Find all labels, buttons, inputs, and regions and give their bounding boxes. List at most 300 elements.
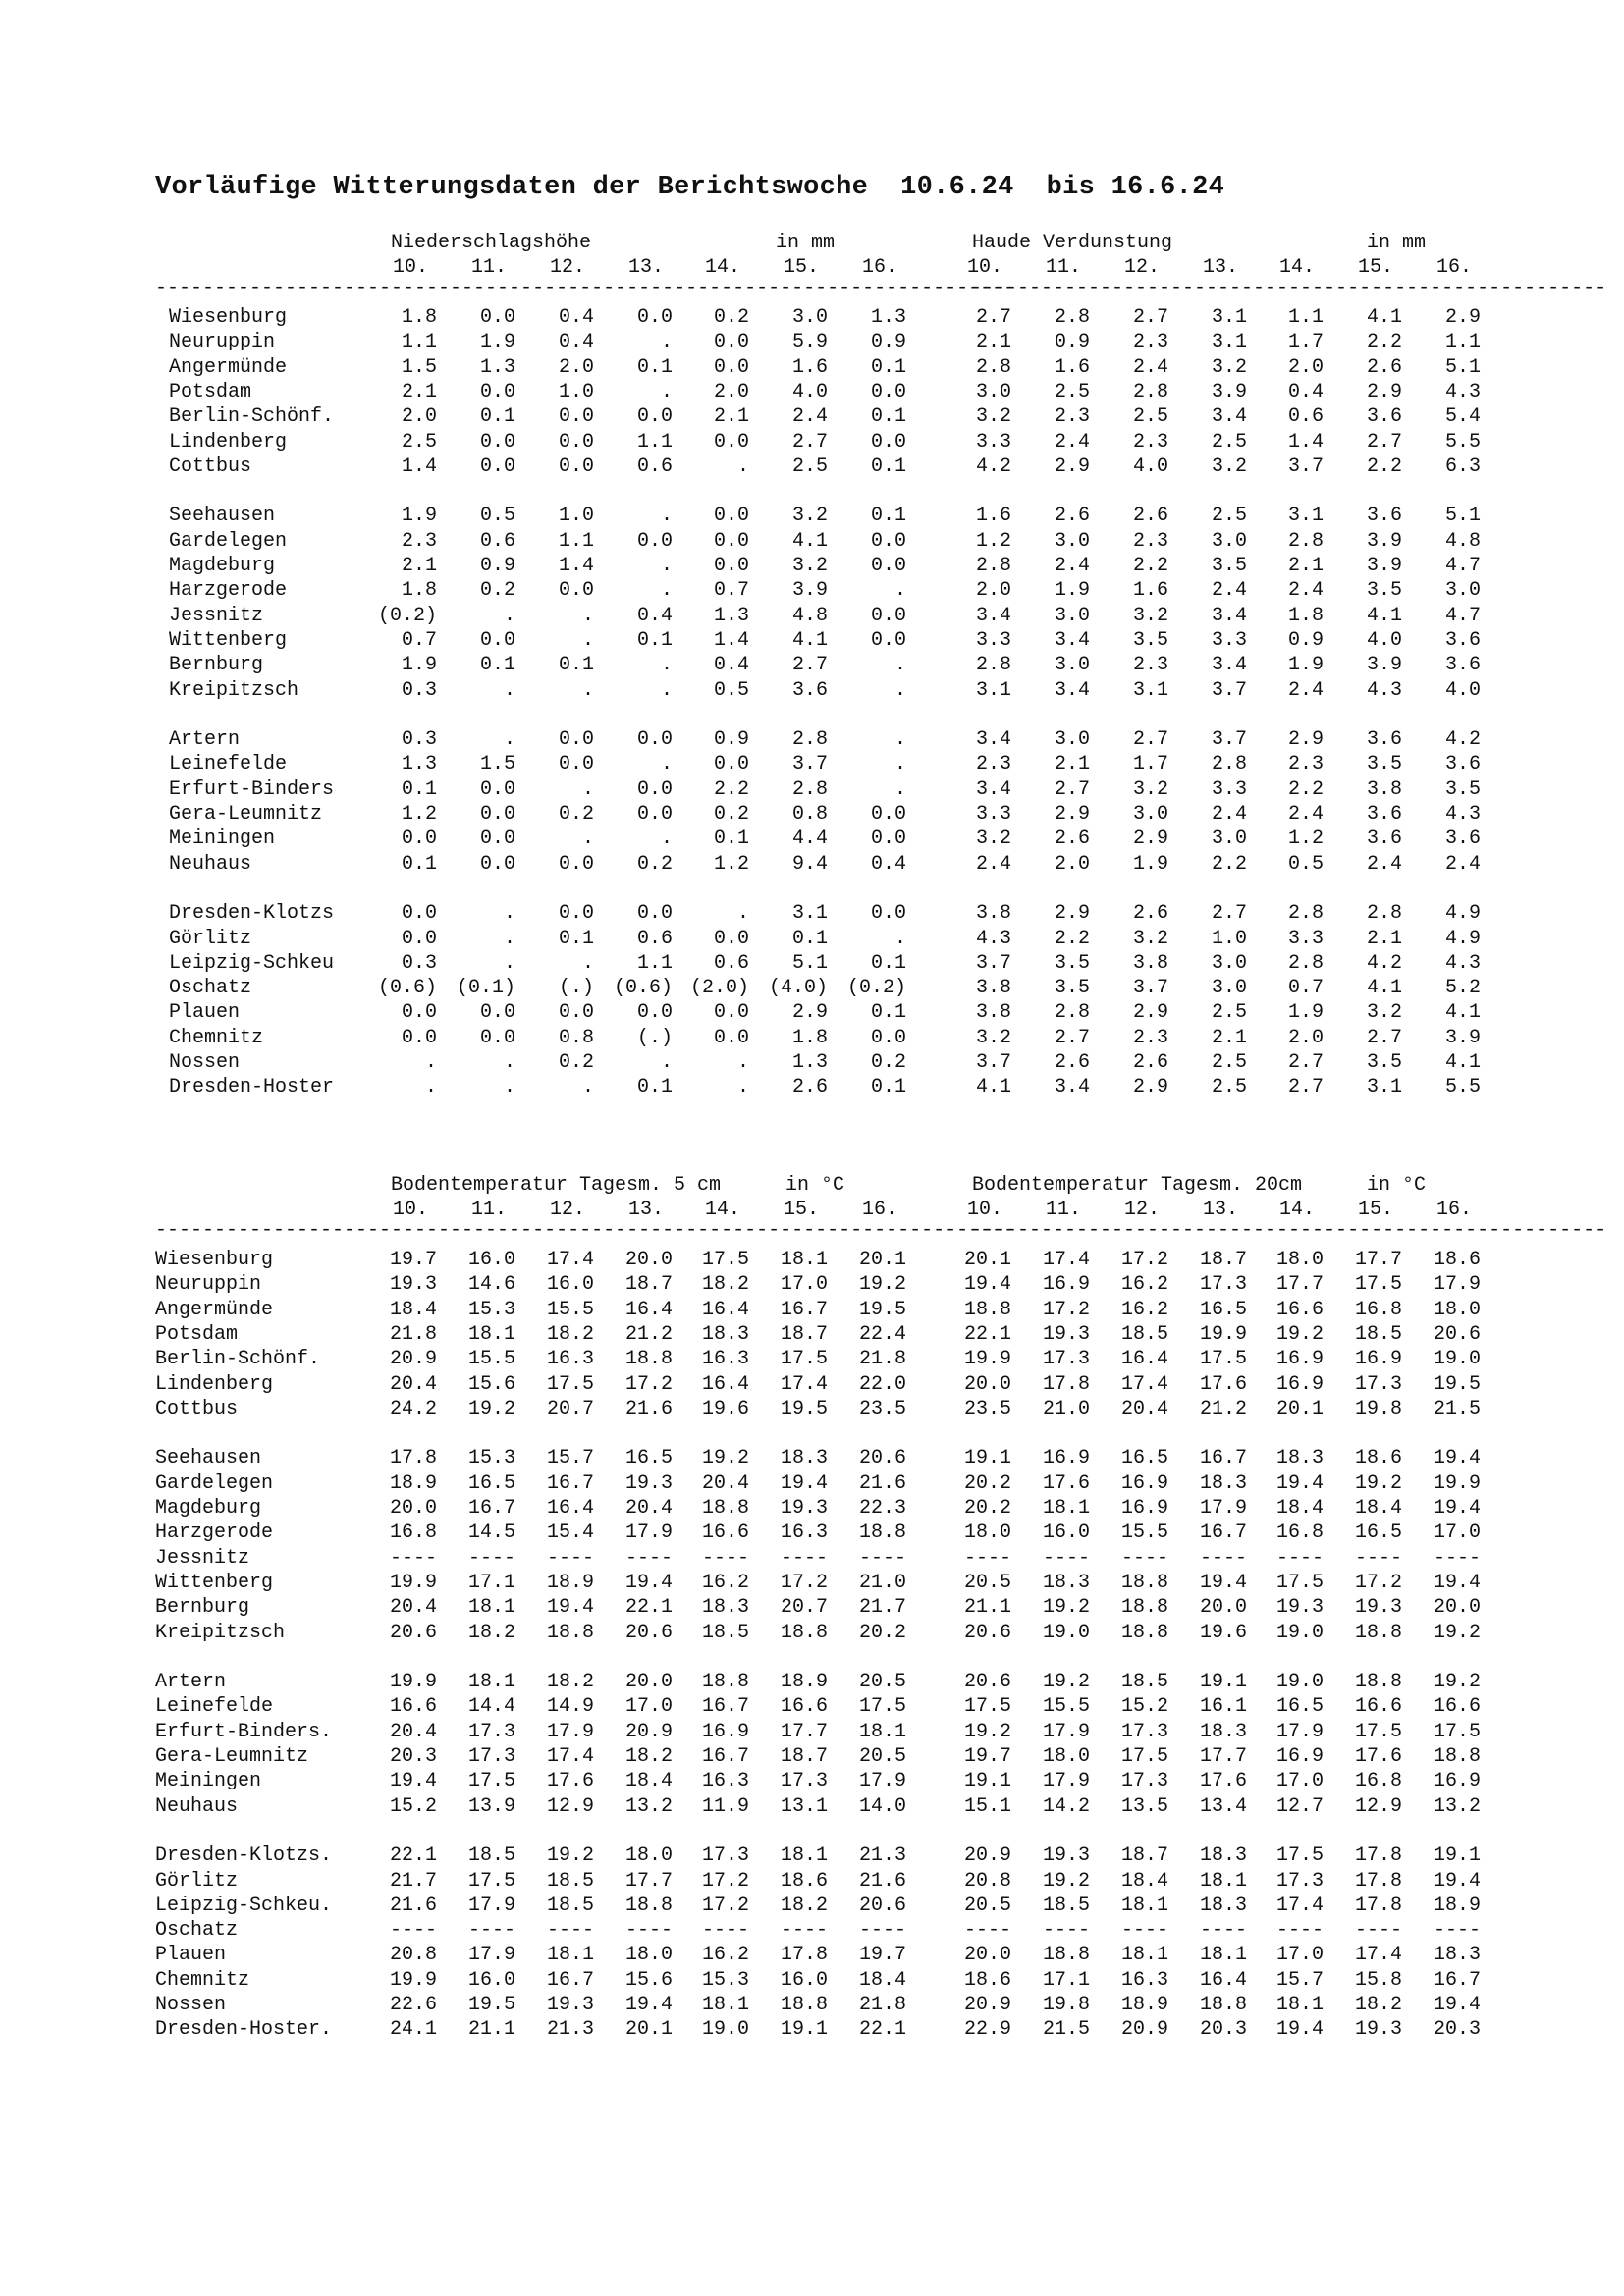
right-value: 1.4 xyxy=(1287,430,1324,454)
right-value: 2.8 xyxy=(975,555,1011,577)
left-value: (0.1) xyxy=(456,977,515,1000)
right-value: 3.6 xyxy=(1444,753,1481,776)
divider: ------------------------------------------------------------------------- xyxy=(155,1225,1016,1237)
day-header: 14. xyxy=(1279,1199,1316,1221)
left-value: 17.9 xyxy=(858,1770,906,1793)
right-value: 17.9 xyxy=(1199,1497,1247,1520)
left-value: 0.0 xyxy=(870,628,906,652)
left-value: . xyxy=(581,1076,594,1099)
right-value: 2.1 xyxy=(1366,927,1402,950)
left-value: . xyxy=(660,654,673,677)
station-name: Kreipitzsch xyxy=(169,678,299,702)
left-value: 0.0 xyxy=(713,355,749,379)
right-value: ---- xyxy=(1199,1919,1247,1943)
right-value: 16.2 xyxy=(1120,1273,1168,1297)
day-header: 13. xyxy=(628,1199,665,1221)
right-value: 3.8 xyxy=(975,902,1011,926)
right-value: 16.6 xyxy=(1275,1298,1324,1321)
right-value: 19.8 xyxy=(1042,1994,1090,2016)
right-value: 4.7 xyxy=(1444,604,1481,627)
right-value: 3.8 xyxy=(975,977,1011,1000)
left-value: 4.1 xyxy=(791,628,828,652)
right-value: 18.9 xyxy=(1433,1894,1481,1917)
left-value: 17.4 xyxy=(546,1745,594,1768)
station-name: Wiesenburg xyxy=(155,1249,274,1271)
left-value: 19.3 xyxy=(780,1497,828,1520)
left-value: 19.9 xyxy=(389,1671,437,1694)
right-value: 3.3 xyxy=(1211,777,1247,801)
left-value: 0.0 xyxy=(479,777,515,801)
left-value: 19.2 xyxy=(467,1397,515,1420)
left-value: 0.2 xyxy=(558,803,594,826)
right-value: 3.0 xyxy=(1211,951,1247,975)
station-name: Leinefelde xyxy=(169,753,288,776)
right-value: 16.7 xyxy=(1433,1968,1481,1992)
left-value: 0.0 xyxy=(636,405,673,429)
left-value: 18.7 xyxy=(780,1322,828,1346)
left-value: 18.1 xyxy=(780,1844,828,1868)
left-value: 0.1 xyxy=(791,927,828,950)
left-value: 18.2 xyxy=(467,1621,515,1644)
right-value: 2.8 xyxy=(1287,951,1324,975)
day-header: 12. xyxy=(550,1199,586,1221)
station-name: Neuhaus xyxy=(155,1794,239,1818)
station-name: Görlitz xyxy=(169,927,252,950)
left-value: 2.8 xyxy=(791,728,828,752)
right-value: 17.5 xyxy=(963,1695,1011,1719)
left-value: 0.0 xyxy=(713,1026,749,1049)
right-value: 21.5 xyxy=(1042,2018,1090,2042)
right-value: 16.5 xyxy=(1199,1298,1247,1321)
right-value: 2.8 xyxy=(1287,529,1324,553)
day-header: 10. xyxy=(393,256,429,279)
left-value: 20.6 xyxy=(858,1894,906,1917)
right-value: 20.6 xyxy=(963,1671,1011,1694)
left-value: 14.9 xyxy=(546,1695,594,1719)
right-value: 17.0 xyxy=(1275,1770,1324,1793)
right-value: 19.8 xyxy=(1354,1397,1402,1420)
right-value: 17.8 xyxy=(1354,1869,1402,1893)
right-value: 3.2 xyxy=(1366,1001,1402,1025)
left-value: 0.0 xyxy=(870,828,906,851)
right-value: 0.6 xyxy=(1287,405,1324,429)
left-value: 16.2 xyxy=(701,1944,749,1967)
right-value: 2.2 xyxy=(1287,777,1324,801)
left-value: 4.0 xyxy=(791,380,828,403)
left-value: 3.2 xyxy=(791,505,828,528)
right-value: 3.2 xyxy=(1211,355,1247,379)
left-value: 18.6 xyxy=(780,1869,828,1893)
left-value: 0.4 xyxy=(870,852,906,876)
right-value: 17.5 xyxy=(1354,1720,1402,1743)
left-value: 15.3 xyxy=(467,1447,515,1470)
station-name: Dresden-Klotzs xyxy=(169,902,335,926)
station-name: Bernburg xyxy=(155,1596,250,1620)
right-value: 19.1 xyxy=(963,1447,1011,1470)
left-value: 16.6 xyxy=(780,1695,828,1719)
right-value: 5.4 xyxy=(1444,405,1481,429)
right-value: 1.1 xyxy=(1287,306,1324,329)
left-value: 0.2 xyxy=(479,579,515,603)
right-value: 2.5 xyxy=(1211,1051,1247,1074)
right-value: 2.4 xyxy=(1366,852,1402,876)
right-value: 3.5 xyxy=(1366,1051,1402,1074)
right-value: 19.2 xyxy=(1042,1869,1090,1893)
right-value: 3.2 xyxy=(1132,604,1168,627)
left-value: 0.1 xyxy=(870,454,906,478)
station-name: Jessnitz xyxy=(169,604,264,627)
right-value: 17.8 xyxy=(1354,1844,1402,1868)
left-value: 18.2 xyxy=(546,1671,594,1694)
station-name: Meiningen xyxy=(155,1770,262,1793)
right-value: 4.0 xyxy=(1444,678,1481,702)
left-value: 2.3 xyxy=(401,529,437,553)
left-value: . xyxy=(893,579,906,603)
right-value: 18.8 xyxy=(1120,1571,1168,1594)
right-value: 17.2 xyxy=(1042,1298,1090,1321)
right-value: 20.5 xyxy=(963,1571,1011,1594)
left-value: 16.4 xyxy=(546,1497,594,1520)
right-value: 19.3 xyxy=(1042,1844,1090,1868)
left-value: 15.3 xyxy=(701,1968,749,1992)
right-value: 16.9 xyxy=(1042,1447,1090,1470)
divider: ------------------------------------------------------ xyxy=(970,283,1607,294)
right-value: 20.3 xyxy=(1199,2018,1247,2042)
right-value: 1.6 xyxy=(1054,355,1090,379)
right-value: ---- xyxy=(963,1546,1011,1570)
left-value: 0.0 xyxy=(401,927,437,950)
left-value: 19.4 xyxy=(389,1770,437,1793)
right-value: 3.0 xyxy=(1211,529,1247,553)
right-value: 19.4 xyxy=(1433,1994,1481,2016)
left-value: 1.9 xyxy=(479,331,515,354)
left-value: . xyxy=(581,628,594,652)
right-value: 22.9 xyxy=(963,2018,1011,2042)
left-value: 0.1 xyxy=(870,505,906,528)
left-value: 18.3 xyxy=(780,1447,828,1470)
right-value: 21.0 xyxy=(1042,1397,1090,1420)
right-value: 17.0 xyxy=(1275,1944,1324,1967)
left-value: 0.0 xyxy=(558,405,594,429)
right-value: 4.1 xyxy=(1444,1051,1481,1074)
right-value: 2.9 xyxy=(1132,1001,1168,1025)
right-value: 17.6 xyxy=(1199,1372,1247,1396)
right-value: 23.5 xyxy=(963,1397,1011,1420)
right-value: ---- xyxy=(1275,1919,1324,1943)
left-value: 20.9 xyxy=(624,1720,673,1743)
left-value: 21.3 xyxy=(546,2018,594,2042)
left-value: 17.5 xyxy=(546,1372,594,1396)
station-name: Harzgerode xyxy=(169,579,288,603)
right-value: 17.9 xyxy=(1042,1770,1090,1793)
right-value: 17.0 xyxy=(1433,1522,1481,1545)
left-value: 21.6 xyxy=(858,1869,906,1893)
day-header: 10. xyxy=(967,256,1003,279)
left-value: 3.6 xyxy=(791,678,828,702)
left-value: ---- xyxy=(780,1546,828,1570)
left-value: 18.4 xyxy=(389,1298,437,1321)
right-value: 3.0 xyxy=(1444,579,1481,603)
left-value: 19.2 xyxy=(546,1844,594,1868)
right-value: 2.1 xyxy=(975,331,1011,354)
right-value: 2.9 xyxy=(1132,1076,1168,1099)
right-value: 17.5 xyxy=(1275,1571,1324,1594)
divider: ------------------------------------------------------ xyxy=(970,1225,1607,1237)
left-value: 0.1 xyxy=(636,1076,673,1099)
right-value: 19.3 xyxy=(1354,1596,1402,1620)
left-value: 2.7 xyxy=(791,430,828,454)
left-value: 21.6 xyxy=(858,1471,906,1495)
right-value: 19.0 xyxy=(1433,1348,1481,1371)
right-value: 1.9 xyxy=(1132,852,1168,876)
right-value: 2.3 xyxy=(1287,753,1324,776)
left-value: 0.0 xyxy=(713,1001,749,1025)
right-value: 2.7 xyxy=(1366,1026,1402,1049)
station-name: Bernburg xyxy=(169,654,264,677)
left-value: 21.3 xyxy=(858,1844,906,1868)
left-value: . xyxy=(503,1051,515,1074)
right-value: 3.7 xyxy=(1287,454,1324,478)
left-value: 16.7 xyxy=(701,1745,749,1768)
left-value: . xyxy=(660,1051,673,1074)
station-name: Gera-Leumnitz xyxy=(155,1745,309,1768)
right-value: 2.4 xyxy=(1444,852,1481,876)
left-value: . xyxy=(660,555,673,577)
right-value: ---- xyxy=(1275,1546,1324,1570)
left-value: ---- xyxy=(546,1919,594,1943)
right-value: 18.3 xyxy=(1199,1894,1247,1917)
right-value: 3.4 xyxy=(1211,405,1247,429)
right-value: 16.8 xyxy=(1275,1522,1324,1545)
left-value: 16.5 xyxy=(624,1447,673,1470)
left-value: 14.6 xyxy=(467,1273,515,1297)
day-header: 14. xyxy=(705,1199,741,1221)
station-name: Cottbus xyxy=(169,454,252,478)
right-value: 1.0 xyxy=(1211,927,1247,950)
left-value: (4.0) xyxy=(768,977,828,1000)
left-value: . xyxy=(893,927,906,950)
left-value: . xyxy=(503,678,515,702)
left-value: 0.1 xyxy=(870,1076,906,1099)
right-value: 1.9 xyxy=(1054,579,1090,603)
right-value: 19.4 xyxy=(963,1273,1011,1297)
left-value: 19.4 xyxy=(780,1471,828,1495)
left-value: 0.3 xyxy=(401,678,437,702)
right-value: 19.4 xyxy=(1433,1869,1481,1893)
right-value: 3.0 xyxy=(1054,604,1090,627)
left-value: 2.0 xyxy=(401,405,437,429)
left-value: 0.6 xyxy=(636,927,673,950)
right-header: Haude Verdunstung xyxy=(972,232,1173,254)
day-header: 14. xyxy=(705,256,741,279)
right-value: 2.2 xyxy=(1054,927,1090,950)
right-value: 3.2 xyxy=(975,1026,1011,1049)
left-value: 0.1 xyxy=(401,777,437,801)
right-value: 16.9 xyxy=(1354,1348,1402,1371)
right-value: 18.1 xyxy=(1275,1994,1324,2016)
right-value: 3.2 xyxy=(1132,777,1168,801)
left-value: 20.2 xyxy=(858,1621,906,1644)
left-value: . xyxy=(893,678,906,702)
left-value: 1.1 xyxy=(636,951,673,975)
left-value: 17.9 xyxy=(624,1522,673,1545)
left-value: 22.1 xyxy=(624,1596,673,1620)
station-name: Potsdam xyxy=(169,380,252,403)
right-value: 3.6 xyxy=(1444,654,1481,677)
left-value: 0.0 xyxy=(558,728,594,752)
left-value: 17.5 xyxy=(467,1770,515,1793)
day-header: 11. xyxy=(471,256,508,279)
left-value: 19.6 xyxy=(701,1397,749,1420)
right-value: 17.5 xyxy=(1120,1745,1168,1768)
right-value: 18.6 xyxy=(1433,1249,1481,1271)
left-value: 17.9 xyxy=(546,1720,594,1743)
right-value: 2.6 xyxy=(1366,355,1402,379)
left-value: 0.1 xyxy=(558,654,594,677)
right-value: 2.8 xyxy=(1287,902,1324,926)
left-value: 12.9 xyxy=(546,1794,594,1818)
right-value: 15.1 xyxy=(963,1794,1011,1818)
left-value: . xyxy=(660,579,673,603)
right-value: 20.0 xyxy=(963,1944,1011,1967)
left-value: 0.0 xyxy=(479,454,515,478)
right-value: 2.5 xyxy=(1211,430,1247,454)
left-value: 0.0 xyxy=(558,579,594,603)
left-value: 20.1 xyxy=(858,1249,906,1271)
right-value: 2.5 xyxy=(1211,505,1247,528)
right-value: 14.2 xyxy=(1042,1794,1090,1818)
right-value: 4.3 xyxy=(1444,951,1481,975)
left-header: Niederschlagshöhe xyxy=(391,232,592,254)
right-value: 1.1 xyxy=(1444,331,1481,354)
left-value: 21.6 xyxy=(389,1894,437,1917)
right-value: 12.9 xyxy=(1354,1794,1402,1818)
right-value: 2.7 xyxy=(1366,430,1402,454)
right-value: 13.4 xyxy=(1199,1794,1247,1818)
left-value: 19.7 xyxy=(389,1249,437,1271)
station-name: Wittenberg xyxy=(169,628,288,652)
left-value: 15.4 xyxy=(546,1522,594,1545)
left-value: 22.4 xyxy=(858,1322,906,1346)
left-value: 0.4 xyxy=(713,654,749,677)
right-value: ---- xyxy=(1042,1919,1090,1943)
right-value: 2.3 xyxy=(1054,405,1090,429)
right-value: 18.5 xyxy=(1354,1322,1402,1346)
left-value: 0.1 xyxy=(870,1001,906,1025)
right-value: 20.1 xyxy=(1275,1397,1324,1420)
left-value: . xyxy=(660,380,673,403)
left-value: 3.0 xyxy=(791,306,828,329)
right-value: 4.1 xyxy=(1366,306,1402,329)
right-value: 2.5 xyxy=(1132,405,1168,429)
right-value: 18.3 xyxy=(1433,1944,1481,1967)
left-value: 23.5 xyxy=(858,1397,906,1420)
right-value: 3.6 xyxy=(1366,728,1402,752)
left-value: (.) xyxy=(558,977,594,1000)
right-value: 18.2 xyxy=(1354,1994,1402,2016)
left-value: 16.0 xyxy=(780,1968,828,1992)
left-value: 16.3 xyxy=(701,1348,749,1371)
right-value: 3.0 xyxy=(975,380,1011,403)
left-value: 18.7 xyxy=(780,1745,828,1768)
right-value: 2.4 xyxy=(1211,803,1247,826)
left-value: 18.1 xyxy=(701,1994,749,2016)
left-value: 16.7 xyxy=(546,1471,594,1495)
right-value: 2.9 xyxy=(1366,380,1402,403)
left-value: 17.1 xyxy=(467,1571,515,1594)
left-value: 17.9 xyxy=(467,1944,515,1967)
right-value: 5.1 xyxy=(1444,355,1481,379)
left-value: 0.0 xyxy=(636,529,673,553)
right-value: 2.4 xyxy=(1287,579,1324,603)
day-header: 13. xyxy=(1203,256,1239,279)
right-value: 0.5 xyxy=(1287,852,1324,876)
left-value: 13.2 xyxy=(624,1794,673,1818)
right-value: 3.9 xyxy=(1366,529,1402,553)
right-value: 1.2 xyxy=(975,529,1011,553)
right-value: 18.7 xyxy=(1120,1844,1168,1868)
right-value: 3.4 xyxy=(975,604,1011,627)
right-value: 18.8 xyxy=(1354,1671,1402,1694)
left-value: 16.5 xyxy=(467,1471,515,1495)
left-value: 18.2 xyxy=(624,1745,673,1768)
left-value: 13.1 xyxy=(780,1794,828,1818)
left-value: 16.7 xyxy=(546,1968,594,1992)
left-value: 1.4 xyxy=(558,555,594,577)
left-value: . xyxy=(503,951,515,975)
left-value: 18.0 xyxy=(624,1944,673,1967)
right-value: 2.9 xyxy=(1444,306,1481,329)
right-value: 2.3 xyxy=(1132,1026,1168,1049)
right-value: 2.3 xyxy=(975,753,1011,776)
right-value: 0.9 xyxy=(1054,331,1090,354)
left-value: 21.2 xyxy=(624,1322,673,1346)
right-value: 3.1 xyxy=(1366,1076,1402,1099)
day-header: 14. xyxy=(1279,256,1316,279)
right-value: 3.9 xyxy=(1366,555,1402,577)
left-value: . xyxy=(893,654,906,677)
right-value: 2.4 xyxy=(1132,355,1168,379)
left-value: 0.0 xyxy=(558,1001,594,1025)
right-value: 17.4 xyxy=(1120,1372,1168,1396)
right-value: 18.5 xyxy=(1042,1894,1090,1917)
left-value: 18.8 xyxy=(624,1348,673,1371)
left-value: 15.6 xyxy=(624,1968,673,1992)
left-value: 17.3 xyxy=(701,1844,749,1868)
left-value: 0.0 xyxy=(870,380,906,403)
right-value: 20.2 xyxy=(963,1497,1011,1520)
station-name: Erfurt-Binders. xyxy=(155,1720,333,1743)
left-value: 19.0 xyxy=(701,2018,749,2042)
left-value: 2.7 xyxy=(791,654,828,677)
left-value: (2.0) xyxy=(689,977,749,1000)
station-name: Seehausen xyxy=(155,1447,262,1470)
left-value: 0.0 xyxy=(713,529,749,553)
right-value: 3.4 xyxy=(1211,654,1247,677)
right-value: 17.7 xyxy=(1199,1745,1247,1768)
left-value: 21.0 xyxy=(858,1571,906,1594)
right-value: 3.5 xyxy=(1366,579,1402,603)
right-value: 16.9 xyxy=(1275,1745,1324,1768)
right-value: 13.2 xyxy=(1433,1794,1481,1818)
left-value: 18.1 xyxy=(858,1720,906,1743)
left-value: 19.1 xyxy=(780,2018,828,2042)
left-value: 0.8 xyxy=(558,1026,594,1049)
right-value: 13.5 xyxy=(1120,1794,1168,1818)
left-value: 0.0 xyxy=(870,803,906,826)
right-value: 3.6 xyxy=(1366,505,1402,528)
left-value: . xyxy=(503,728,515,752)
